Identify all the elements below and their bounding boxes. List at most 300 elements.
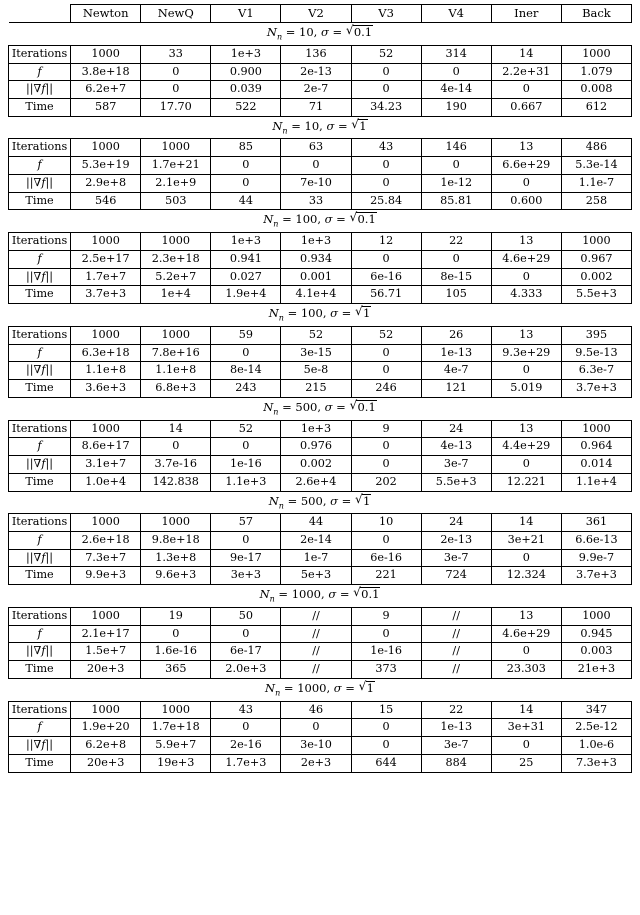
data-cell: 3e-10 [281,737,351,755]
data-cell: 2e-7 [281,81,351,99]
row-label: f [9,344,71,362]
data-cell: 1e-7 [281,549,351,567]
table-row [9,661,632,679]
header-cell-v2: V2 [281,5,351,23]
data-cell: 9e-17 [211,549,281,567]
table-row [9,192,632,210]
data-cell: 9.9e+3 [71,567,141,585]
data-cell: 0.941 [211,250,281,268]
row-label: ||∇f|| [9,549,71,567]
data-cell: 0 [351,174,421,192]
data-cell: 373 [351,661,421,679]
data-cell: 2.1e+17 [71,625,141,643]
data-cell: 1000 [561,45,631,63]
data-cell: 6.8e+3 [141,380,211,398]
row-label: f [9,438,71,456]
data-cell: 202 [351,473,421,491]
data-cell: 1.9e+20 [71,719,141,737]
row-label: Iterations [9,45,71,63]
data-cell: 243 [211,380,281,398]
data-cell: 4.6e+29 [491,625,561,643]
data-cell: 1e+3 [281,233,351,251]
data-cell: 63 [281,139,351,157]
group-caption: $N_n = 10$, σ = √ 1 [9,116,632,139]
data-cell: 0.964 [561,438,631,456]
data-cell: 24 [421,420,491,438]
data-cell: 14 [491,514,561,532]
data-cell: 2.1e+9 [141,174,211,192]
data-cell: 9.9e-7 [561,549,631,567]
table-row [9,456,632,474]
data-cell: 1.1e+8 [71,362,141,380]
data-cell: 0 [211,625,281,643]
data-cell: 1e-12 [421,174,491,192]
data-cell: 0 [491,456,561,474]
data-cell: 3e-7 [421,737,491,755]
table-row [9,362,632,380]
table-row [9,438,632,456]
group-header-row [9,116,632,139]
data-cell: 6.2e+8 [71,737,141,755]
data-cell: 1e-13 [421,344,491,362]
data-cell: 2e-13 [421,531,491,549]
data-cell: 2.2e+31 [491,63,561,81]
table-row [9,99,632,117]
data-cell: 0 [491,268,561,286]
data-cell: 0.014 [561,456,631,474]
data-cell: 2e+3 [281,754,351,772]
data-cell: 33 [141,45,211,63]
data-cell: 258 [561,192,631,210]
data-cell: 1000 [71,139,141,157]
table-row [9,326,632,344]
data-cell: 3.1e+7 [71,456,141,474]
data-cell: 20e+3 [71,661,141,679]
data-cell: 503 [141,192,211,210]
data-cell: 14 [491,701,561,719]
data-cell: 1.7e+3 [211,754,281,772]
data-cell: 612 [561,99,631,117]
data-cell: // [281,625,351,643]
group-header-row [9,23,632,46]
data-cell: 1.7e+18 [141,719,211,737]
group-caption: $N_n = 100$, σ = √ 0.1 [9,210,632,233]
data-cell: 9.8e+18 [141,531,211,549]
group-header-row [9,491,632,514]
data-cell: 522 [211,99,281,117]
data-cell: 0.967 [561,250,631,268]
row-label: Time [9,380,71,398]
data-cell: 1.1e+4 [561,473,631,491]
row-label: ||∇f|| [9,268,71,286]
group-header-row [9,585,632,608]
data-cell: 0 [141,63,211,81]
group-caption: $N_n = 500$, σ = √ 0.1 [9,397,632,420]
data-cell: 21e+3 [561,661,631,679]
data-cell: 1e-16 [211,456,281,474]
data-cell: 0.003 [561,643,631,661]
data-cell: 6.3e+18 [71,344,141,362]
data-cell: 3e-15 [281,344,351,362]
data-cell: 1000 [71,420,141,438]
row-label: f [9,157,71,175]
data-cell: 22 [421,701,491,719]
row-label: Time [9,661,71,679]
table-row [9,81,632,99]
data-cell: 4.1e+4 [281,286,351,304]
header-cell-v4: V4 [421,5,491,23]
table-row [9,380,632,398]
data-cell: 26 [421,326,491,344]
data-cell: 2e-14 [281,531,351,549]
data-cell: 3.7e-16 [141,456,211,474]
data-cell: 0.976 [281,438,351,456]
data-cell: 0.002 [561,268,631,286]
data-cell: 5.5e+3 [421,473,491,491]
data-cell: 1e-16 [351,643,421,661]
data-cell: 6e-16 [351,268,421,286]
data-cell: 7.3e+7 [71,549,141,567]
data-cell: 1.5e+7 [71,643,141,661]
data-cell: 2e-16 [211,737,281,755]
data-cell: 2.3e+18 [141,250,211,268]
data-cell: 1000 [141,701,211,719]
data-cell: 884 [421,754,491,772]
data-cell: 1000 [141,514,211,532]
table-row [9,250,632,268]
data-cell: 0 [211,174,281,192]
data-cell: 0 [351,157,421,175]
data-cell: 587 [71,99,141,117]
data-cell: 44 [211,192,281,210]
data-cell: 215 [281,380,351,398]
row-label: Time [9,473,71,491]
data-cell: // [281,661,351,679]
data-cell: 3e+3 [211,567,281,585]
group-caption: $N_n = 1000$, σ = √ 0.1 [9,585,632,608]
table-row [9,549,632,567]
row-label: f [9,625,71,643]
data-cell: 1000 [141,326,211,344]
table-row [9,63,632,81]
data-cell: 4e-7 [421,362,491,380]
data-cell: 0 [351,719,421,737]
data-cell: 136 [281,45,351,63]
data-cell: 0.900 [211,63,281,81]
data-cell: 5.5e+3 [561,286,631,304]
data-cell: 0 [421,157,491,175]
data-cell: 0.667 [491,99,561,117]
data-cell: 34.23 [351,99,421,117]
data-cell: 4.4e+29 [491,438,561,456]
group-caption: $N_n = 100$, σ = √ 1 [9,304,632,327]
data-cell: 1.3e+8 [141,549,211,567]
data-cell: 24 [421,514,491,532]
data-cell: 57 [211,514,281,532]
data-cell: 3e-7 [421,549,491,567]
data-cell: 0 [351,531,421,549]
data-cell: 1e-13 [421,719,491,737]
table-row [9,719,632,737]
header-cell-newton: Newton [71,5,141,23]
row-label: Time [9,192,71,210]
data-cell: 0.600 [491,192,561,210]
data-cell: 85.81 [421,192,491,210]
row-label: Time [9,286,71,304]
data-cell: 52 [351,326,421,344]
data-cell: 19e+3 [141,754,211,772]
row-label: Time [9,567,71,585]
data-cell: 0.945 [561,625,631,643]
data-cell: 7e-10 [281,174,351,192]
data-cell: 50 [211,607,281,625]
data-cell: 9.5e-13 [561,344,631,362]
data-cell: 0 [491,549,561,567]
data-cell: 1e+3 [211,233,281,251]
data-cell: 0 [491,643,561,661]
data-cell: 0.002 [281,456,351,474]
data-cell: 3e+21 [491,531,561,549]
data-cell: 2.6e+18 [71,531,141,549]
data-cell: 0 [211,344,281,362]
data-cell: 56.71 [351,286,421,304]
data-cell: // [281,643,351,661]
data-cell: 0.008 [561,81,631,99]
data-cell: 7.3e+3 [561,754,631,772]
data-cell: 12.324 [491,567,561,585]
data-cell: 0 [211,157,281,175]
group-header-row [9,397,632,420]
data-cell: 0 [351,362,421,380]
data-cell: 0.039 [211,81,281,99]
data-cell: 14 [491,45,561,63]
row-label: f [9,250,71,268]
header-cell-back: Back [561,5,631,23]
data-cell: 2e-13 [281,63,351,81]
data-cell: 3e-7 [421,456,491,474]
data-cell: 44 [281,514,351,532]
data-cell: 246 [351,380,421,398]
table-row [9,754,632,772]
table-row [9,420,632,438]
data-cell: 52 [281,326,351,344]
group-caption: $N_n = 500$, σ = √ 1 [9,491,632,514]
data-cell: 9 [351,420,421,438]
data-cell: 52 [351,45,421,63]
data-cell: 3.7e+3 [561,567,631,585]
header-cell-newq: NewQ [141,5,211,23]
data-cell: 0 [351,63,421,81]
table-row [9,344,632,362]
data-cell: 4.333 [491,286,561,304]
row-label: f [9,63,71,81]
data-cell: 13 [491,233,561,251]
table-row [9,643,632,661]
data-cell: // [421,643,491,661]
data-cell: 1.7e+21 [141,157,211,175]
table-row [9,625,632,643]
data-cell: 1e+3 [281,420,351,438]
group-header-row [9,304,632,327]
data-cell: 1000 [71,514,141,532]
data-cell: 5.9e+7 [141,737,211,755]
row-label: ||∇f|| [9,362,71,380]
table-row [9,737,632,755]
data-cell: 0 [351,344,421,362]
row-label: Iterations [9,514,71,532]
data-cell: 3.7e+3 [71,286,141,304]
data-cell: 1.0e+4 [71,473,141,491]
row-label: Time [9,754,71,772]
data-cell: 1.079 [561,63,631,81]
data-cell: 1000 [71,45,141,63]
row-label: Iterations [9,326,71,344]
data-cell: 221 [351,567,421,585]
data-cell: 5e-8 [281,362,351,380]
data-cell: 12.221 [491,473,561,491]
row-label: f [9,531,71,549]
data-cell: 190 [421,99,491,117]
header-cell-v3: V3 [351,5,421,23]
header-cell-v1: V1 [211,5,281,23]
data-cell: 486 [561,139,631,157]
data-cell: 2.9e+8 [71,174,141,192]
table-row [9,701,632,719]
table-row [9,268,632,286]
data-cell: 22 [421,233,491,251]
table-row [9,531,632,549]
data-cell: 10 [351,514,421,532]
data-cell: 0 [141,438,211,456]
data-cell: 1000 [141,139,211,157]
data-cell: 6.2e+7 [71,81,141,99]
data-cell: 0 [491,81,561,99]
data-cell: 6.3e-7 [561,362,631,380]
data-cell: 1.6e-16 [141,643,211,661]
data-cell: 2.0e+3 [211,661,281,679]
data-cell: // [421,661,491,679]
data-cell: 71 [281,99,351,117]
data-cell: 19 [141,607,211,625]
table-row [9,233,632,251]
table-row [9,567,632,585]
data-cell: 0 [491,174,561,192]
data-cell: 724 [421,567,491,585]
table-row [9,286,632,304]
row-label: ||∇f|| [9,81,71,99]
data-cell: 9.6e+3 [141,567,211,585]
data-cell: 1.9e+4 [211,286,281,304]
header-cell-corner [9,5,71,23]
data-cell: 25.84 [351,192,421,210]
data-cell: 13 [491,607,561,625]
data-cell: 0 [141,625,211,643]
data-cell: 0 [351,438,421,456]
data-cell: 0 [421,63,491,81]
data-cell: 5.3e-14 [561,157,631,175]
data-cell: 1000 [71,233,141,251]
table-row [9,607,632,625]
data-cell: 0 [491,362,561,380]
data-cell: 105 [421,286,491,304]
data-cell: 3e+31 [491,719,561,737]
data-cell: 6e-17 [211,643,281,661]
data-cell: 0 [281,719,351,737]
data-cell: 12 [351,233,421,251]
data-cell: 644 [351,754,421,772]
table-row [9,139,632,157]
data-cell: 361 [561,514,631,532]
data-cell: 1000 [141,233,211,251]
row-label: ||∇f|| [9,643,71,661]
data-cell: 13 [491,139,561,157]
data-cell: 4e-14 [421,81,491,99]
data-cell: 3.6e+3 [71,380,141,398]
data-cell: 59 [211,326,281,344]
header-cell-iner: Iner [491,5,561,23]
data-cell: 365 [141,661,211,679]
group-header-row [9,210,632,233]
data-cell: 0 [351,456,421,474]
data-cell: 1.7e+7 [71,268,141,286]
data-cell: 13 [491,326,561,344]
group-caption: $N_n = 10$, σ = √ 0.1 [9,23,632,46]
group-caption: $N_n = 1000$, σ = √ 1 [9,678,632,701]
data-cell: 52 [211,420,281,438]
data-cell: 1e+3 [211,45,281,63]
data-cell: 0.934 [281,250,351,268]
data-cell: 85 [211,139,281,157]
row-label: Iterations [9,233,71,251]
data-cell: 1000 [561,233,631,251]
data-cell: 0 [211,438,281,456]
data-cell: 0.027 [211,268,281,286]
data-cell: 1000 [561,420,631,438]
data-cell: 0 [281,157,351,175]
data-cell: 142.838 [141,473,211,491]
data-cell: 8.6e+17 [71,438,141,456]
row-label: Iterations [9,607,71,625]
results-table [8,4,632,773]
data-cell: 6.6e+29 [491,157,561,175]
data-cell: 13 [491,420,561,438]
data-cell: 0 [211,531,281,549]
data-cell: 1.0e-6 [561,737,631,755]
data-cell: 15 [351,701,421,719]
data-cell: 2.6e+4 [281,473,351,491]
data-cell: 146 [421,139,491,157]
row-label: Time [9,99,71,117]
row-label: f [9,719,71,737]
data-cell: 3.8e+18 [71,63,141,81]
data-cell: 14 [141,420,211,438]
data-cell: 314 [421,45,491,63]
table-row [9,174,632,192]
data-cell: 5.019 [491,380,561,398]
data-cell: 4e-13 [421,438,491,456]
data-cell: 6e-16 [351,549,421,567]
data-cell: 0 [351,737,421,755]
data-cell: 0 [491,737,561,755]
data-cell: 8e-15 [421,268,491,286]
data-cell: // [281,607,351,625]
data-cell: 43 [211,701,281,719]
table-row [9,45,632,63]
data-cell: 0 [211,719,281,737]
table-row [9,157,632,175]
data-cell: 1000 [71,326,141,344]
data-cell: 1000 [561,607,631,625]
